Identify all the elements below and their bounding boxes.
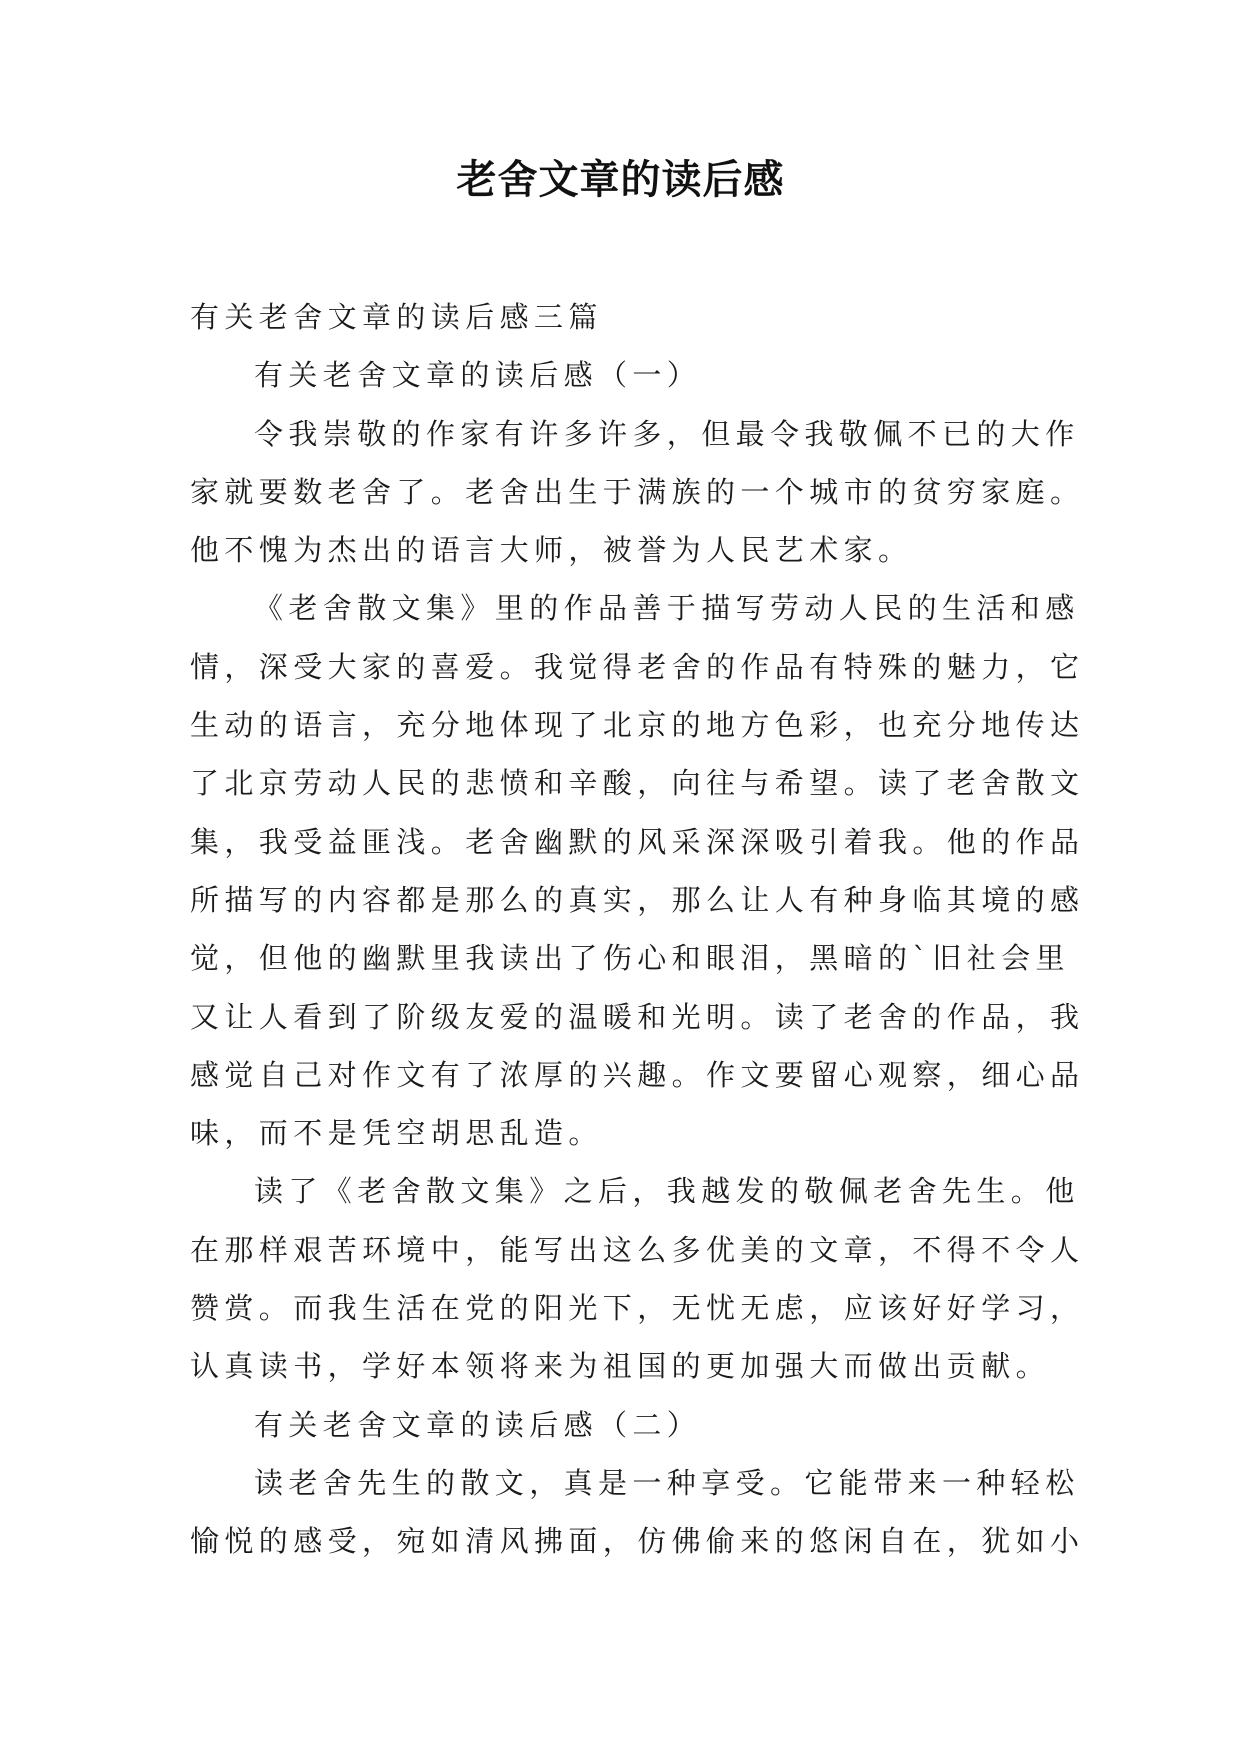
text-line: 生动的语言，充分地体现了北京的地方色彩，也充分地传达 xyxy=(190,708,1085,743)
text-line: 读了《老舍散文集》之后，我越发的敬佩老舍先生。他 xyxy=(254,1174,1080,1209)
document-title: 老舍文章的读后感 xyxy=(456,156,785,203)
text-line: 认真读书，学好本领将来为祖国的更加强大而做出贡献。 xyxy=(190,1349,1051,1384)
text-line: 集，我受益匪浅。老舍幽默的风采深深吸引着我。他的作品 xyxy=(190,824,1085,859)
text-line: 了北京劳动人民的悲愤和辛酸，向往与希望。读了老舍散文 xyxy=(190,766,1085,801)
text-line: 有关老舍文章的读后感（二） xyxy=(254,1407,702,1442)
text-line: 愉悦的感受，宛如清风拂面，仿佛偷来的悠闲自在，犹如小 xyxy=(190,1524,1085,1559)
text-line: 觉，但他的幽默里我读出了伤心和眼泪，黑暗的`旧社会里 xyxy=(190,941,1070,976)
text-line: 有关老舍文章的读后感三篇 xyxy=(190,300,603,334)
document-body xyxy=(190,288,1085,1571)
text-line: 在那样艰苦环境中，能写出这么多优美的文章，不得不令人 xyxy=(190,1232,1085,1267)
text-line: 情，深受大家的喜爱。我觉得老舍的作品有特殊的魅力，它 xyxy=(190,649,1085,684)
text-line: 味，而不是凭空胡思乱造。 xyxy=(190,1116,603,1151)
text-line: 赞赏。而我生活在党的阳光下，无忧无虑，应该好好学习， xyxy=(190,1291,1085,1326)
text-line: 《老舍散文集》里的作品善于描写劳动人民的生活和感 xyxy=(254,591,1080,626)
text-line: 令我崇敬的作家有许多许多，但最令我敬佩不已的大作 xyxy=(254,416,1080,451)
text-line: 感觉自己对作文有了浓厚的兴趣。作文要留心观察，细心品 xyxy=(190,1057,1085,1092)
text-line: 又让人看到了阶级友爱的温暖和光明。读了老舍的作品，我 xyxy=(190,999,1085,1034)
text-line: 家就要数老舍了。老舍出生于满族的一个城市的贫穷家庭。 xyxy=(190,474,1085,509)
text-line: 所描写的内容都是那么的真实，那么让人有种身临其境的感 xyxy=(190,882,1085,917)
text-line: 读老舍先生的散文，真是一种享受。它能带来一种轻松 xyxy=(254,1465,1080,1500)
text-line: 他不愧为杰出的语言大师，被誉为人民艺术家。 xyxy=(190,533,913,568)
text-line: 有关老舍文章的读后感（一） xyxy=(254,358,702,393)
